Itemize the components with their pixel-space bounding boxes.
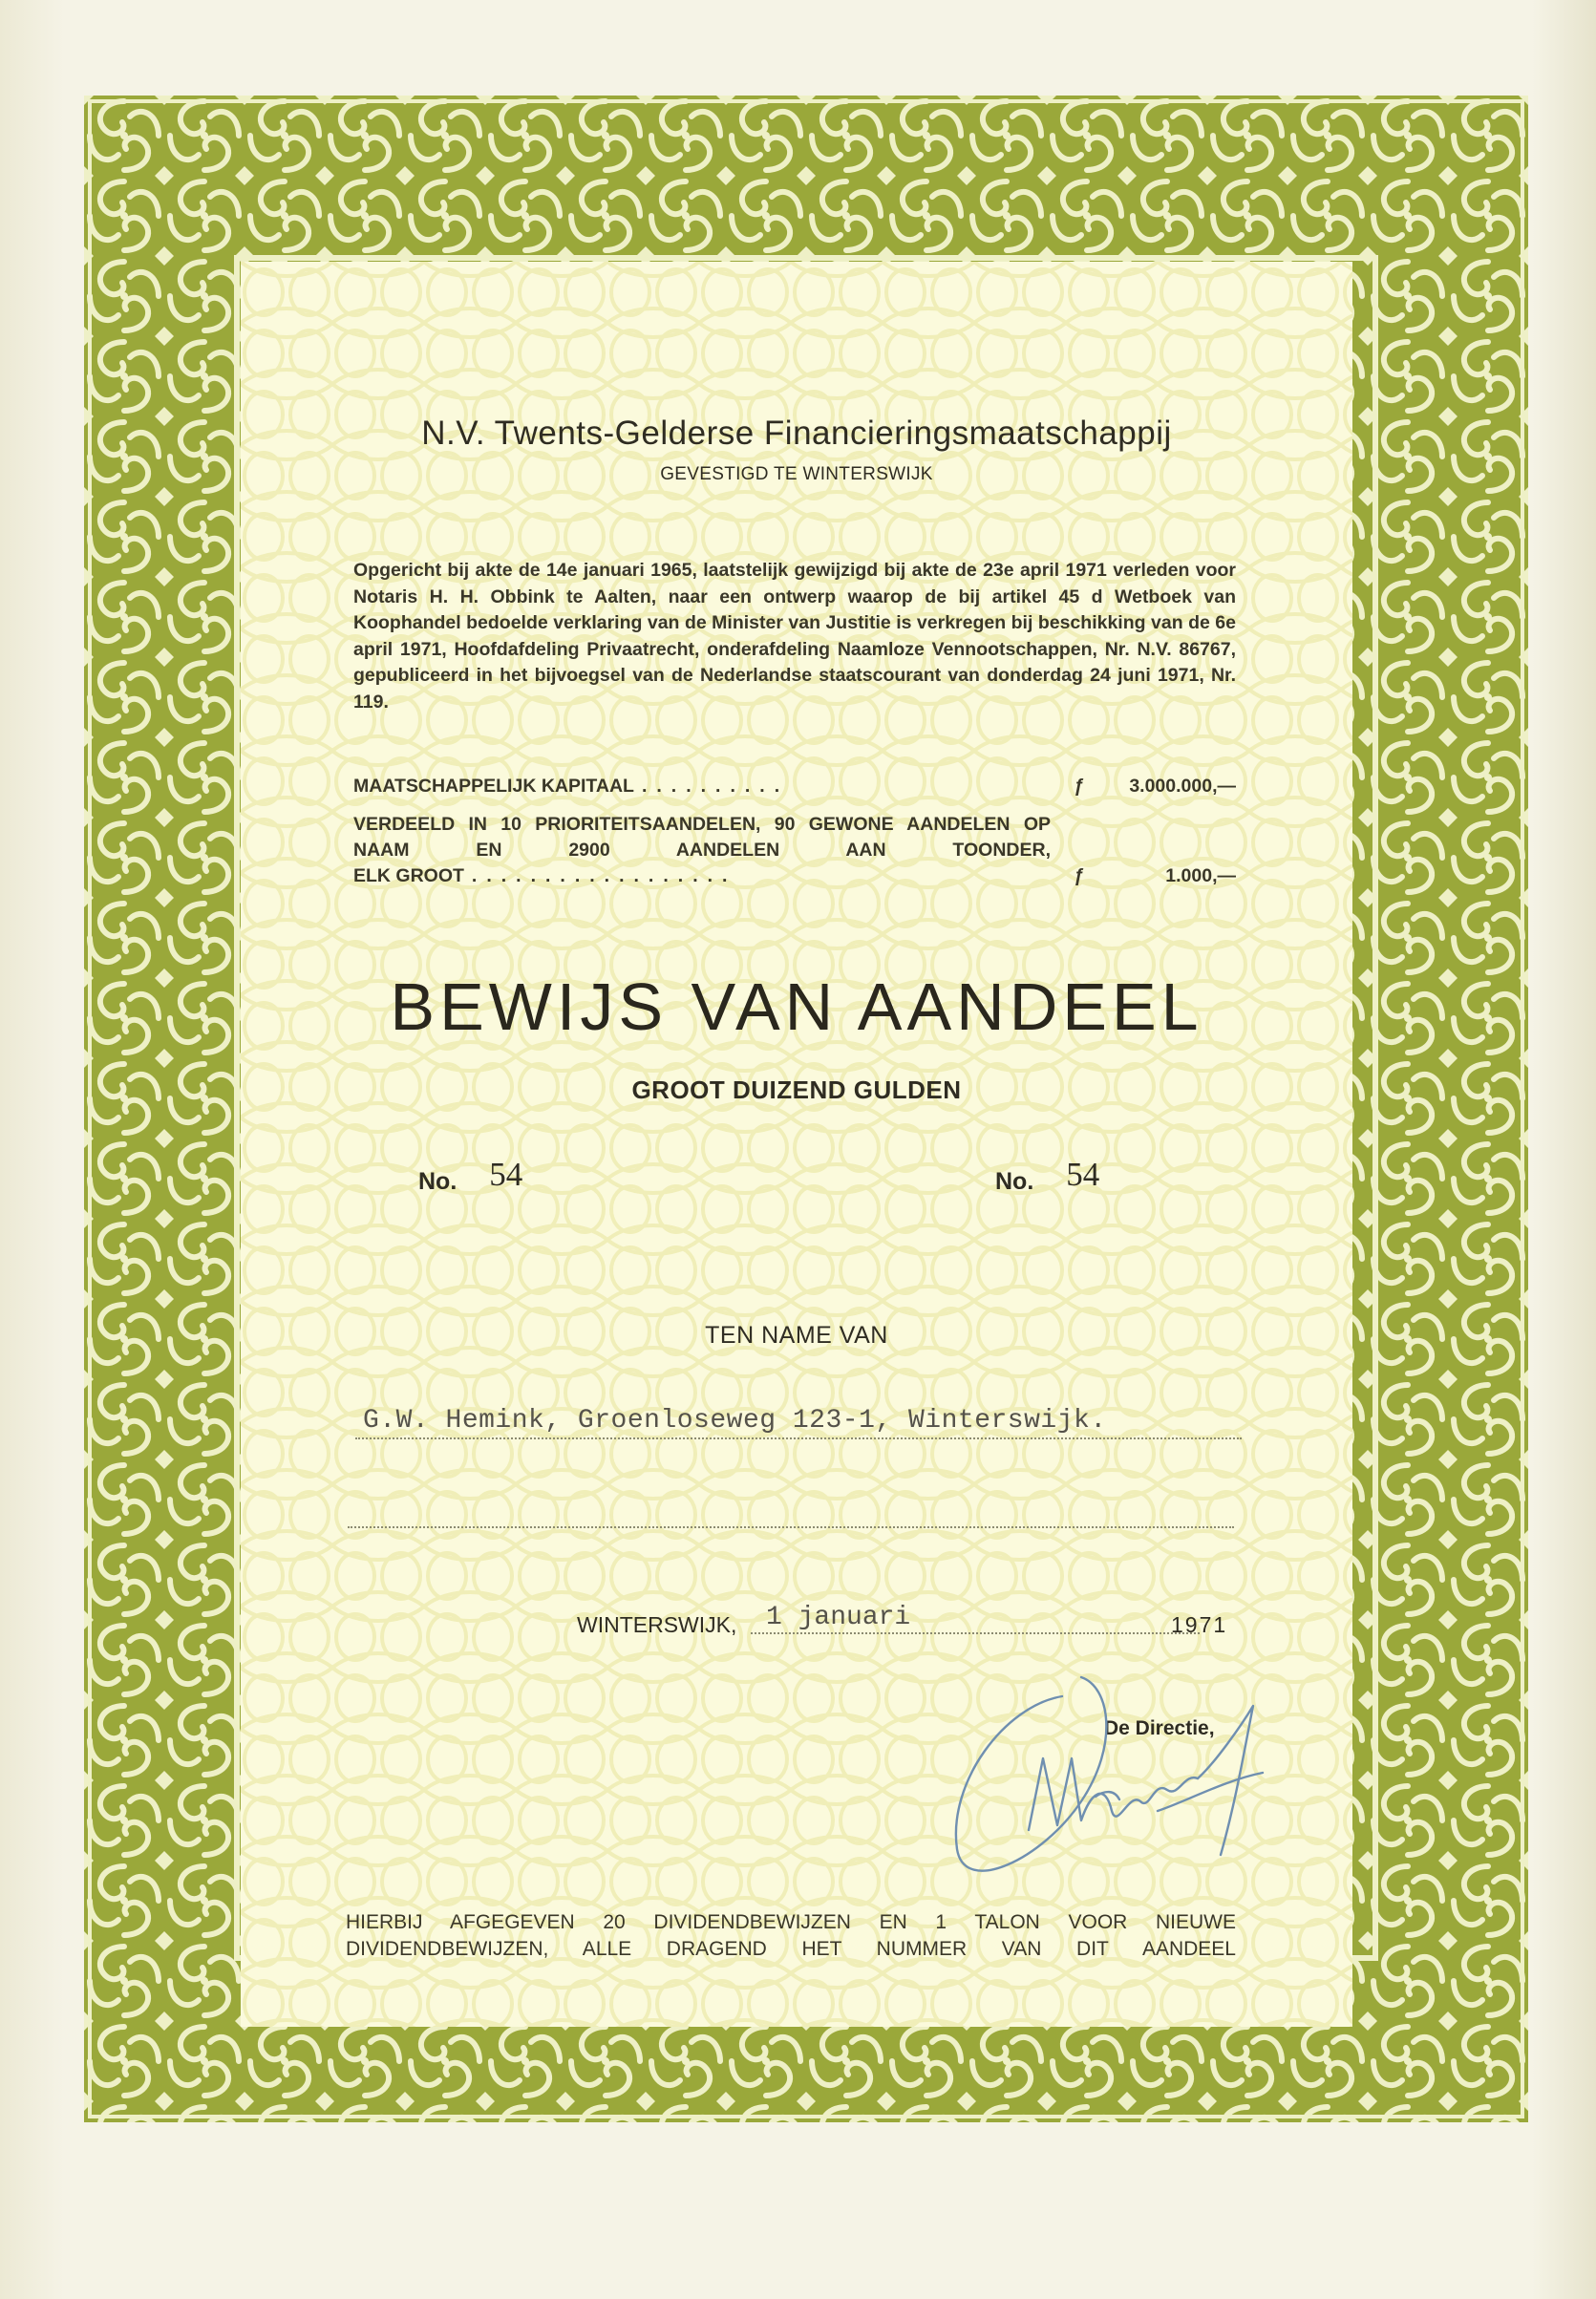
- holder-name: G.W. Hemink, Groenloseweg 123-1, Winterswijk.: [355, 1406, 1242, 1439]
- capital-label: MAATSCHAPPELIJK KAPITAAL: [353, 776, 634, 797]
- capital-dots: ..........: [641, 776, 790, 797]
- number-value-right: 54: [1066, 1156, 1100, 1193]
- number-value-left: 54: [489, 1156, 523, 1193]
- dividend-notice-line-1: HIERBIJ AFGEGEVEN 20 DIVIDENDBEWIJZEN EN 1 TALON VOOR NIEUWE: [346, 1911, 1236, 1933]
- company-seat: GEVESTIGD TE WINTERSWIJK: [660, 464, 933, 484]
- share-value-florin: ƒ: [1074, 865, 1084, 886]
- certificate-body: [241, 262, 1352, 2027]
- share-value-amount: 1.000,—: [1165, 865, 1236, 886]
- founding-text: Opgericht bij akte de 14e januari 1965, laatstelijk gewijzigd bij akte de 23e april 1971 verleden voor Notaris H. H. Obbink te Aalten, naar een ontwerp waarop de bij artikel 45 d Wetboek van Koophandel bedoelde verklaring van de Minister van Justitie is verkregen bij beschikking van de 6e april 1971, Hoofdafdeling Privaatrecht, onderafdeling Naamloze Vennootschappen, Nr. N.V. 86767, gepubliceerd in het bijvoegsel van de Nederlandse staatscourant van donderdag 24 juni 1971, Nr. 119.: [353, 560, 1236, 713]
- issue-place: WINTERSWIJK,: [577, 1612, 737, 1637]
- certificate-number-right: [995, 1156, 1100, 1198]
- dividend-notice: [346, 1909, 1236, 1963]
- dividend-notice-line-2: DIVIDENDBEWIJZEN, ALLE DRAGEND HET NUMMER VAN DIT AANDEEL: [346, 1938, 1236, 1960]
- capital-florin: ƒ: [1074, 776, 1084, 797]
- holder-blank-line: [348, 1526, 1234, 1528]
- signatory-label: De Directie,: [1104, 1717, 1215, 1739]
- share-value-label: ELK GROOT: [353, 865, 464, 886]
- certificate-subtitle: GROOT DUIZEND GULDEN: [631, 1075, 962, 1104]
- share-value-dots: ..................: [471, 865, 737, 886]
- issue-year: 1971: [1171, 1612, 1228, 1637]
- company-name: N.V. Twents-Gelderse Financieringsmaatschappij: [421, 415, 1172, 452]
- share-value-row: [353, 863, 1236, 889]
- holder-heading: TEN NAME VAN: [705, 1322, 888, 1349]
- certificate-title: BEWIJS VAN AANDEEL: [390, 969, 1203, 1044]
- issue-day: 1 januari: [751, 1603, 1200, 1634]
- share-division-text: VERDEELD IN 10 PRIORITEITSAANDELEN, 90 GEWONE AANDELEN OP NAAM EN 2900 AANDELEN AAN TOONDER,: [353, 814, 1051, 861]
- director-signature: [938, 1668, 1282, 1887]
- certificate-number-left: [418, 1156, 523, 1198]
- capital-amount: 3.000.000,—: [1129, 776, 1236, 797]
- capital-row: [353, 774, 1236, 799]
- number-label-left: No.: [418, 1168, 458, 1195]
- number-label-right: No.: [995, 1168, 1034, 1195]
